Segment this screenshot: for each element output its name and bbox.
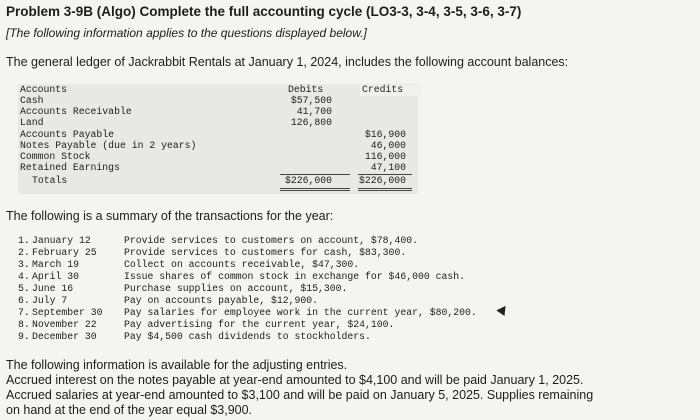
adjusting-supplies: on hand at the end of the year equal $3,900. <box>6 403 253 417</box>
total-rule-debits-2 <box>280 190 350 191</box>
transaction-item <box>18 332 618 344</box>
transaction-description: Provide services to customers on account, $78,400. <box>124 235 418 246</box>
debit-value: 126,800 <box>290 117 332 128</box>
transaction-date: January 12 <box>32 235 91 246</box>
ledger-row <box>18 130 418 141</box>
transaction-item <box>18 284 618 296</box>
credit-value: 46,000 <box>370 140 406 151</box>
transaction-number: 8. <box>18 319 30 330</box>
account-name: Retained Earnings <box>20 162 120 173</box>
account-name: Accounts Payable <box>20 129 115 140</box>
general-ledger-table <box>18 84 418 194</box>
transaction-description: Pay advertising for the current year, $24,100. <box>124 319 395 330</box>
debit-value: $57,500 <box>290 95 332 106</box>
problem-title: Problem 3-9B (Algo) Complete the full accounting cycle (LO3-3, 3-4, 3-5, 3-6, 3-7) <box>6 4 522 19</box>
account-name: Land <box>20 117 44 128</box>
ledger-row <box>18 152 418 163</box>
transaction-date: July 7 <box>32 295 68 306</box>
transaction-date: September 30 <box>32 307 103 318</box>
transaction-date: June 16 <box>32 283 74 294</box>
transaction-description: Issue shares of common stock in exchange for $46,000 cash. <box>124 271 465 282</box>
transaction-number: 2. <box>18 247 30 258</box>
transaction-date: March 19 <box>32 259 80 270</box>
transaction-number: 5. <box>18 283 30 294</box>
col-credits: Credits <box>360 85 421 96</box>
transactions-heading: The following is a summary of the transactions for the year: <box>6 209 334 223</box>
ledger-row <box>18 107 418 118</box>
ledger-header-row <box>18 85 418 96</box>
transaction-description: Pay $4,500 cash dividends to stockholders. <box>124 331 371 342</box>
transaction-date: February 25 <box>32 247 97 258</box>
debit-total: $226,000 <box>284 175 332 186</box>
credit-value: $16,900 <box>364 129 406 140</box>
col-accounts: Accounts <box>20 84 68 95</box>
ledger-intro: The general ledger of Jackrabbit Rentals at January 1, 2024, includes the following account balances: <box>6 55 569 69</box>
totals-label: Totals <box>32 175 68 186</box>
ledger-totals-row <box>18 176 418 187</box>
transaction-description: Collect on accounts receivable, $47,300. <box>124 259 360 270</box>
account-name: Accounts Receivable <box>20 106 132 117</box>
total-rule-credits-2 <box>358 190 412 191</box>
transaction-number: 7. <box>18 307 30 318</box>
transaction-description: Pay salaries for employee work in the current year, $80,200. <box>124 307 477 318</box>
total-rule-credits-1 <box>358 188 412 189</box>
transaction-number: 4. <box>18 271 30 282</box>
transaction-description: Pay on accounts payable, $12,900. <box>124 295 319 306</box>
transaction-date: November 22 <box>32 319 97 330</box>
credit-value: 47,100 <box>370 162 406 173</box>
ledger-row <box>18 96 418 107</box>
account-name: Common Stock <box>20 151 91 162</box>
adjusting-heading: The following information is available for the adjusting entries. <box>6 358 348 372</box>
transaction-number: 1. <box>18 235 30 246</box>
transaction-description: Purchase supplies on account, $15,300. <box>124 283 348 294</box>
total-rule-debits-1 <box>280 188 350 189</box>
ledger-row <box>18 118 418 129</box>
ledger-row <box>18 163 418 174</box>
transaction-number: 3. <box>18 259 30 270</box>
transaction-number: 9. <box>18 331 30 342</box>
transaction-description: Provide services to customers for cash, $83,300. <box>124 247 407 258</box>
transaction-date: April 30 <box>32 271 80 282</box>
account-name: Cash <box>20 95 44 106</box>
adjusting-salaries: Accrued salaries at year-end amounted to $3,100 and will be paid on January 5, 2025. Supplies remaining <box>6 388 594 402</box>
transaction-date: December 30 <box>32 331 97 342</box>
debit-value: 41,700 <box>296 106 332 117</box>
account-name: Notes Payable (due in 2 years) <box>20 140 197 151</box>
credit-value: 116,000 <box>364 151 406 162</box>
transaction-number: 6. <box>18 295 30 306</box>
credit-total: $226,000 <box>358 175 406 186</box>
col-debits: Debits <box>288 84 324 95</box>
ledger-row <box>18 141 418 152</box>
adjusting-interest: Accrued interest on the notes payable at year-end amounted to $4,100 and will be paid January 1, 2025. <box>6 373 584 387</box>
instruction-note: [The following information applies to the questions displayed below.] <box>6 26 367 40</box>
